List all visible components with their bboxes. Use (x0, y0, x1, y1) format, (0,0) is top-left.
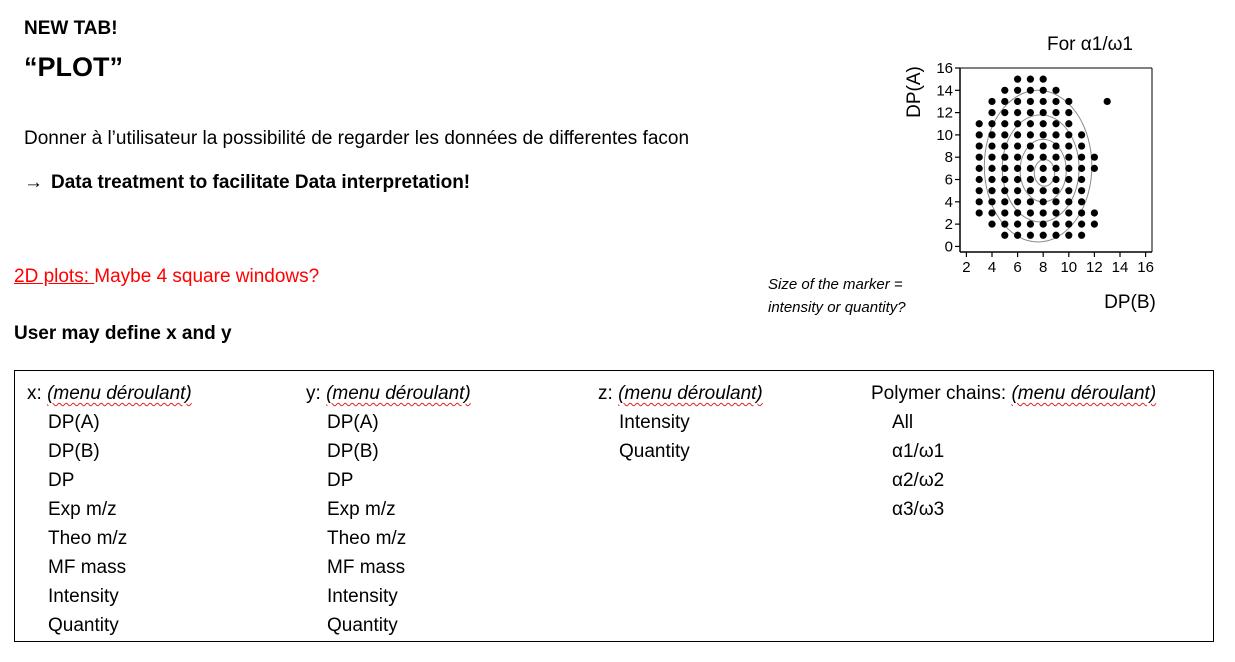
data-point (1052, 187, 1059, 194)
data-point (1052, 109, 1059, 116)
polymer-menu-column (871, 379, 1156, 524)
new-tab-heading: NEW TAB! (24, 18, 118, 39)
data-point (988, 98, 995, 105)
polymer-menu-dropdown[interactable]: (menu déroulant) (1011, 383, 1157, 404)
plots-note-text: Maybe 4 square windows? (94, 266, 320, 287)
scatter-chart (890, 28, 1180, 318)
z-option[interactable]: Intensity (619, 412, 690, 433)
y-option[interactable]: MF mass (327, 557, 406, 578)
data-point (1027, 76, 1034, 83)
data-point (1014, 87, 1021, 94)
data-point (1027, 131, 1034, 138)
data-point (1052, 232, 1059, 239)
y-tick-label: 6 (944, 171, 953, 189)
data-point (1065, 154, 1072, 161)
y-tick-label: 4 (944, 193, 953, 211)
data-point (976, 131, 983, 138)
plots-note (14, 266, 319, 288)
data-point (1014, 221, 1021, 228)
data-point (1027, 142, 1034, 149)
data-point (988, 165, 995, 172)
data-point (1052, 131, 1059, 138)
polymer-menu-header (871, 379, 1156, 408)
data-point (1052, 87, 1059, 94)
data-point (1001, 98, 1008, 105)
data-point (1078, 221, 1085, 228)
z-menu-dropdown[interactable]: (menu déroulant) (618, 383, 763, 404)
data-point (1065, 232, 1072, 239)
data-point (988, 176, 995, 183)
data-point (1001, 154, 1008, 161)
data-point (1001, 142, 1008, 149)
data-point (1052, 98, 1059, 105)
user-define-text: User may define x and y (14, 323, 232, 344)
data-point (1014, 154, 1021, 161)
x-option[interactable]: DP (48, 470, 75, 491)
data-point (988, 120, 995, 127)
x-tick-label: 6 (1013, 259, 1022, 276)
y-menu-header (306, 379, 471, 408)
data-point (1014, 142, 1021, 149)
polymer-menu-label: Polymer chains: (871, 383, 1007, 404)
data-point (1040, 198, 1047, 205)
data-point (1014, 131, 1021, 138)
data-point (988, 109, 995, 116)
data-point (988, 209, 995, 216)
y-option[interactable]: Intensity (327, 586, 398, 607)
data-point (1014, 209, 1021, 216)
data-point (1065, 176, 1072, 183)
data-point (1014, 109, 1021, 116)
x-option[interactable]: Quantity (48, 615, 119, 636)
x-tick-label: 16 (1137, 259, 1154, 276)
menu-options-box (14, 370, 1214, 642)
data-point (1078, 209, 1085, 216)
data-point (1014, 165, 1021, 172)
plot-title: “PLOT” (24, 52, 123, 82)
data-point (1078, 154, 1085, 161)
intro-sentence: Donner à l’utilisateur la possibilité de regarder les données de differentes facon (24, 128, 690, 149)
y-tick-label: 0 (944, 238, 953, 256)
data-point (976, 120, 983, 127)
x-tick-label: 14 (1111, 259, 1129, 276)
data-point (1027, 198, 1034, 205)
data-point (1078, 176, 1085, 183)
data-point (1040, 221, 1047, 228)
z-menu-label: z: (598, 383, 613, 404)
data-point (1065, 221, 1072, 228)
data-point (1027, 176, 1034, 183)
y-tick-label: 14 (936, 82, 953, 100)
data-point (976, 187, 983, 194)
data-point (1104, 98, 1111, 105)
y-option[interactable]: DP(B) (327, 441, 379, 462)
data-point (1078, 232, 1085, 239)
data-point (1027, 120, 1034, 127)
data-point (1065, 142, 1072, 149)
y-menu-label: y: (306, 383, 321, 404)
data-point (1065, 120, 1072, 127)
data-point (988, 142, 995, 149)
data-point (1078, 142, 1085, 149)
y-tick-label: 16 (936, 60, 953, 77)
y-menu-column (306, 379, 471, 640)
data-point (1052, 165, 1059, 172)
x-axis-label: DP(B) (1104, 292, 1156, 313)
data-point (1065, 109, 1072, 116)
x-option[interactable]: Intensity (48, 586, 119, 607)
marker-note-line-1: Size of the marker = (768, 276, 903, 293)
data-point (1001, 109, 1008, 116)
data-point (1040, 109, 1047, 116)
data-point (988, 221, 995, 228)
data-point (988, 131, 995, 138)
data-point (1065, 209, 1072, 216)
data-point (1078, 165, 1085, 172)
marker-note-line-2: intensity or quantity? (768, 299, 906, 316)
data-point (1014, 176, 1021, 183)
data-point (1040, 142, 1047, 149)
goal-text: Data treatment to facilitate Data interpretation! (51, 172, 471, 193)
data-point (1078, 198, 1085, 205)
x-menu-header (27, 379, 192, 408)
data-point (1027, 209, 1034, 216)
data-point (1001, 87, 1008, 94)
x-option[interactable]: Theo m/z (48, 528, 128, 549)
y-option[interactable]: Theo m/z (327, 528, 407, 549)
data-point (1014, 120, 1021, 127)
y-axis-label: DP(A) (904, 66, 925, 118)
data-point (1001, 165, 1008, 172)
polymer-option[interactable]: α1/ω1 (892, 441, 945, 462)
data-point (1014, 198, 1021, 205)
data-point (1040, 232, 1047, 239)
data-point (1091, 165, 1098, 172)
data-point (1014, 232, 1021, 239)
data-point (1027, 154, 1034, 161)
marker-size-note (768, 273, 906, 319)
x-tick-label: 10 (1060, 259, 1078, 276)
data-point (1001, 209, 1008, 216)
x-option[interactable]: MF mass (48, 557, 127, 578)
data-point (976, 176, 983, 183)
chart-title: For α1/ω1 (1046, 34, 1134, 55)
data-point (1052, 198, 1059, 205)
data-point (1027, 98, 1034, 105)
data-point (1040, 165, 1047, 172)
data-point (1001, 198, 1008, 205)
x-option[interactable]: Exp m/z (48, 499, 117, 520)
data-point (1027, 221, 1034, 228)
z-option[interactable]: Quantity (619, 441, 690, 462)
x-option[interactable]: DP(A) (48, 412, 100, 433)
data-point (1001, 221, 1008, 228)
data-point (1001, 187, 1008, 194)
data-point (1001, 232, 1008, 239)
data-point (1040, 120, 1047, 127)
x-tick-label: 8 (1039, 259, 1048, 276)
data-point (1040, 131, 1047, 138)
data-point (1052, 142, 1059, 149)
polymer-option[interactable]: α2/ω2 (892, 470, 945, 491)
data-point (1040, 154, 1047, 161)
data-point (1078, 187, 1085, 194)
data-point (988, 154, 995, 161)
data-point (988, 198, 995, 205)
data-point (976, 198, 983, 205)
data-point (1014, 98, 1021, 105)
data-point (1001, 131, 1008, 138)
x-menu-dropdown[interactable]: (menu déroulant) (47, 383, 192, 404)
data-point (1040, 209, 1047, 216)
y-menu-dropdown[interactable]: (menu déroulant) (326, 383, 471, 404)
x-option[interactable]: DP(B) (48, 441, 100, 462)
x-menu-column (27, 379, 192, 640)
data-point (1052, 221, 1059, 228)
data-point (1040, 76, 1047, 83)
data-point (1001, 176, 1008, 183)
y-tick-label: 8 (944, 149, 953, 167)
data-point (1040, 187, 1047, 194)
data-point (1040, 87, 1047, 94)
contour-line (984, 90, 1092, 242)
data-point (1052, 120, 1059, 127)
data-point (988, 187, 995, 194)
data-point (1065, 198, 1072, 205)
data-point (1078, 131, 1085, 138)
data-point (1014, 76, 1021, 83)
data-point (1027, 165, 1034, 172)
z-menu-column (598, 379, 763, 466)
data-point (1091, 209, 1098, 216)
data-point (1014, 187, 1021, 194)
y-option[interactable]: DP (327, 470, 354, 491)
data-point (976, 142, 983, 149)
plots-note-label: 2D plots: (14, 266, 95, 287)
x-tick-label: 2 (962, 259, 971, 276)
polymer-option[interactable]: α3/ω3 (892, 499, 945, 520)
data-point (976, 209, 983, 216)
data-point (1027, 232, 1034, 239)
data-point (1091, 154, 1098, 161)
y-tick-label: 2 (944, 216, 953, 234)
data-point (1040, 98, 1047, 105)
data-point (1091, 221, 1098, 228)
y-tick-label: 12 (936, 104, 953, 122)
y-option[interactable]: Exp m/z (327, 499, 396, 520)
x-menu-label: x: (27, 383, 42, 404)
data-point (1052, 209, 1059, 216)
z-menu-header (598, 379, 763, 408)
polymer-option[interactable]: All (892, 412, 914, 433)
y-tick-label: 10 (936, 126, 953, 144)
data-point (1065, 187, 1072, 194)
data-point (976, 165, 983, 172)
data-point (1065, 165, 1072, 172)
data-point (976, 154, 983, 161)
goal-line (24, 172, 470, 194)
data-point (1040, 176, 1047, 183)
y-option[interactable]: Quantity (327, 615, 398, 636)
data-point (1065, 131, 1072, 138)
data-point (1065, 98, 1072, 105)
data-point (1001, 120, 1008, 127)
arrow-right-icon: → (24, 172, 43, 193)
x-tick-label: 12 (1086, 259, 1103, 276)
x-tick-label: 4 (987, 259, 997, 276)
y-option[interactable]: DP(A) (327, 412, 379, 433)
data-point (1027, 109, 1034, 116)
data-point (1052, 154, 1059, 161)
data-point (1027, 87, 1034, 94)
data-point (1052, 176, 1059, 183)
data-point (1027, 187, 1034, 194)
